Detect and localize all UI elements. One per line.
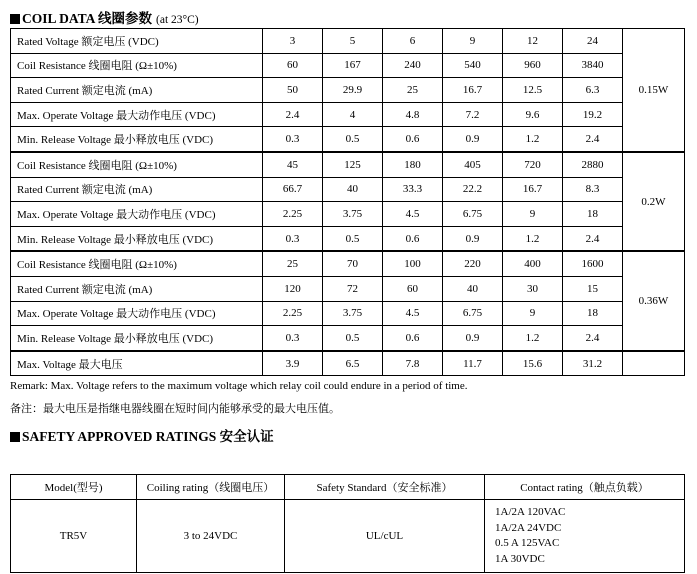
coil-cell: 72 xyxy=(323,276,383,301)
coil-cell: 0.6 xyxy=(383,127,443,152)
coil-cell: 66.7 xyxy=(263,177,323,202)
coiling-rating-value: 3 to 24VDC xyxy=(137,500,285,573)
coil-row-label: Rated Voltage 额定电压 (VDC) xyxy=(11,29,263,54)
coil-cell: 6.75 xyxy=(443,301,503,326)
coil-cell: 2.4 xyxy=(563,226,623,251)
coil-cell: 6.75 xyxy=(443,202,503,227)
coil-cell: 70 xyxy=(323,251,383,276)
coil-cell: 0.3 xyxy=(263,127,323,152)
coil-cell: 1.2 xyxy=(503,326,563,351)
coil-cell: 15 xyxy=(563,276,623,301)
coil-cell: 18 xyxy=(563,301,623,326)
coil-cell: 12 xyxy=(503,29,563,54)
coil-cell: 180 xyxy=(383,152,443,177)
max-voltage-row xyxy=(11,351,685,376)
coil-row-label: Max. Operate Voltage 最大动作电压 (VDC) xyxy=(11,102,263,127)
contact-rating-item: 0.5 A 125VAC xyxy=(495,537,560,549)
coil-row xyxy=(11,152,685,177)
coil-row-label: Rated Current 额定电流 (mA) xyxy=(11,78,263,103)
coil-cell: 40 xyxy=(323,177,383,202)
header-safety-standard: Safety Standard（安全标准） xyxy=(285,475,485,500)
coil-cell: 0.9 xyxy=(443,226,503,251)
coil-cell: 100 xyxy=(383,251,443,276)
coil-cell: 4 xyxy=(323,102,383,127)
coil-cell: 60 xyxy=(383,276,443,301)
coil-cell: 2.4 xyxy=(563,127,623,152)
coil-cell: 7.2 xyxy=(443,102,503,127)
coil-row xyxy=(11,251,685,276)
coil-cell: 167 xyxy=(323,53,383,78)
coil-cell: 0.5 xyxy=(323,127,383,152)
contact-rating-item: 1A 30VDC xyxy=(495,552,545,565)
coil-row xyxy=(11,301,685,326)
coil-row xyxy=(11,127,685,152)
coil-cell: 29.9 xyxy=(323,78,383,103)
coil-data-table xyxy=(10,28,685,376)
coil-data-temperature-note: (at 23°C) xyxy=(156,14,199,26)
coil-cell: 1600 xyxy=(563,251,623,276)
safety-title: SAFETY APPROVED RATINGS 安全认证 xyxy=(22,429,274,444)
contact-rating-list xyxy=(485,500,685,573)
coil-cell: 16.7 xyxy=(443,78,503,103)
coil-cell: 3.75 xyxy=(323,202,383,227)
coil-cell: 2.25 xyxy=(263,202,323,227)
coil-cell: 9.6 xyxy=(503,102,563,127)
coil-row xyxy=(11,276,685,301)
square-bullet-icon xyxy=(10,432,20,442)
coil-cell: 60 xyxy=(263,53,323,78)
coil-cell: 1.2 xyxy=(503,226,563,251)
coil-row xyxy=(11,226,685,251)
coil-cell: 0.9 xyxy=(443,326,503,351)
coil-cell: 50 xyxy=(263,78,323,103)
coil-cell: 3840 xyxy=(563,53,623,78)
coil-cell: 45 xyxy=(263,152,323,177)
coil-cell: 25 xyxy=(383,78,443,103)
coil-row-label: Min. Release Voltage 最小释放电压 (VDC) xyxy=(11,326,263,351)
max-voltage-cell: 15.6 xyxy=(503,351,563,376)
header-model: Model(型号) xyxy=(11,475,137,500)
coil-cell: 0.5 xyxy=(323,226,383,251)
coil-cell: 0.3 xyxy=(263,326,323,351)
coil-cell: 24 xyxy=(563,29,623,54)
coil-row xyxy=(11,326,685,351)
coil-data-heading xyxy=(10,7,199,27)
coil-cell: 4.5 xyxy=(383,202,443,227)
coil-cell: 40 xyxy=(443,276,503,301)
coil-cell: 16.7 xyxy=(503,177,563,202)
coil-cell: 3 xyxy=(263,29,323,54)
coil-row-label: Coil Resistance 线圈电阻 (Ω±10%) xyxy=(11,53,263,78)
coil-row-label: Coil Resistance 线圈电阻 (Ω±10%) xyxy=(11,152,263,177)
coil-cell: 4.5 xyxy=(383,301,443,326)
coil-cell: 720 xyxy=(503,152,563,177)
coil-row xyxy=(11,177,685,202)
coil-cell: 4.8 xyxy=(383,102,443,127)
coil-cell: 33.3 xyxy=(383,177,443,202)
coil-cell: 5 xyxy=(323,29,383,54)
safety-data-row xyxy=(11,500,685,573)
coil-power-rating: 0.36W xyxy=(623,251,685,350)
coil-row xyxy=(11,78,685,103)
coil-cell: 220 xyxy=(443,251,503,276)
contact-rating-item: 1A/2A 24VDC xyxy=(495,521,562,534)
contact-rating-item: 1A/2A 120VAC xyxy=(495,506,566,518)
coil-cell: 120 xyxy=(263,276,323,301)
coil-cell: 125 xyxy=(323,152,383,177)
coil-cell: 0.5 xyxy=(323,326,383,351)
remark-english: Remark: Max. Voltage refers to the maximum voltage which relay coil could endure in a period of time. xyxy=(10,380,468,392)
coil-row xyxy=(11,29,685,54)
coil-cell: 0.6 xyxy=(383,326,443,351)
coil-row-label: Rated Current 额定电流 (mA) xyxy=(11,177,263,202)
coil-data-body xyxy=(11,29,685,376)
coil-cell: 8.3 xyxy=(563,177,623,202)
coil-cell: 12.5 xyxy=(503,78,563,103)
coil-row-label: Max. Operate Voltage 最大动作电压 (VDC) xyxy=(11,202,263,227)
coil-row-label: Min. Release Voltage 最小释放电压 (VDC) xyxy=(11,127,263,152)
max-voltage-cell: 31.2 xyxy=(563,351,623,376)
max-voltage-label: Max. Voltage 最大电压 xyxy=(11,351,263,376)
coil-cell: 400 xyxy=(503,251,563,276)
safety-header-row xyxy=(11,475,685,500)
header-coiling-rating: Coiling rating（线圈电压） xyxy=(137,475,285,500)
coil-cell: 405 xyxy=(443,152,503,177)
coil-row xyxy=(11,53,685,78)
remark-chinese: 备注：最大电压是指继电器线圈在短时间内能够承受的最大电压值。 xyxy=(10,403,340,415)
safety-ratings-table xyxy=(10,474,685,573)
coil-cell: 9 xyxy=(443,29,503,54)
coil-row-label: Coil Resistance 线圈电阻 (Ω±10%) xyxy=(11,251,263,276)
coil-cell: 9 xyxy=(503,301,563,326)
coil-data-title: COIL DATA 线圈参数 xyxy=(22,11,153,26)
coil-cell: 19.2 xyxy=(563,102,623,127)
coil-cell: 540 xyxy=(443,53,503,78)
max-voltage-cell: 11.7 xyxy=(443,351,503,376)
coil-cell: 18 xyxy=(563,202,623,227)
coil-cell: 240 xyxy=(383,53,443,78)
safety-heading xyxy=(10,425,274,445)
coil-row xyxy=(11,202,685,227)
coil-row xyxy=(11,102,685,127)
coil-cell: 0.3 xyxy=(263,226,323,251)
coil-cell: 2880 xyxy=(563,152,623,177)
max-voltage-power-empty xyxy=(623,351,685,376)
coil-cell: 2.4 xyxy=(263,102,323,127)
coil-cell: 1.2 xyxy=(503,127,563,152)
coil-cell: 9 xyxy=(503,202,563,227)
coil-power-rating: 0.2W xyxy=(623,152,685,251)
square-bullet-icon xyxy=(10,14,20,24)
coil-row-label: Rated Current 额定电流 (mA) xyxy=(11,276,263,301)
coil-cell: 2.4 xyxy=(563,326,623,351)
coil-cell: 3.75 xyxy=(323,301,383,326)
coil-cell: 960 xyxy=(503,53,563,78)
max-voltage-cell: 3.9 xyxy=(263,351,323,376)
coil-cell: 0.6 xyxy=(383,226,443,251)
max-voltage-cell: 7.8 xyxy=(383,351,443,376)
coil-cell: 30 xyxy=(503,276,563,301)
coil-cell: 25 xyxy=(263,251,323,276)
coil-cell: 6.3 xyxy=(563,78,623,103)
coil-cell: 0.9 xyxy=(443,127,503,152)
safety-standard-value: UL/cUL xyxy=(285,500,485,573)
coil-row-label: Min. Release Voltage 最小释放电压 (VDC) xyxy=(11,226,263,251)
coil-power-rating: 0.15W xyxy=(623,29,685,152)
coil-row-label: Max. Operate Voltage 最大动作电压 (VDC) xyxy=(11,301,263,326)
coil-cell: 6 xyxy=(383,29,443,54)
coil-cell: 2.25 xyxy=(263,301,323,326)
header-contact-rating: Contact rating（触点负载） xyxy=(485,475,685,500)
coil-cell: 22.2 xyxy=(443,177,503,202)
model-value: TR5V xyxy=(11,500,137,573)
max-voltage-cell: 6.5 xyxy=(323,351,383,376)
